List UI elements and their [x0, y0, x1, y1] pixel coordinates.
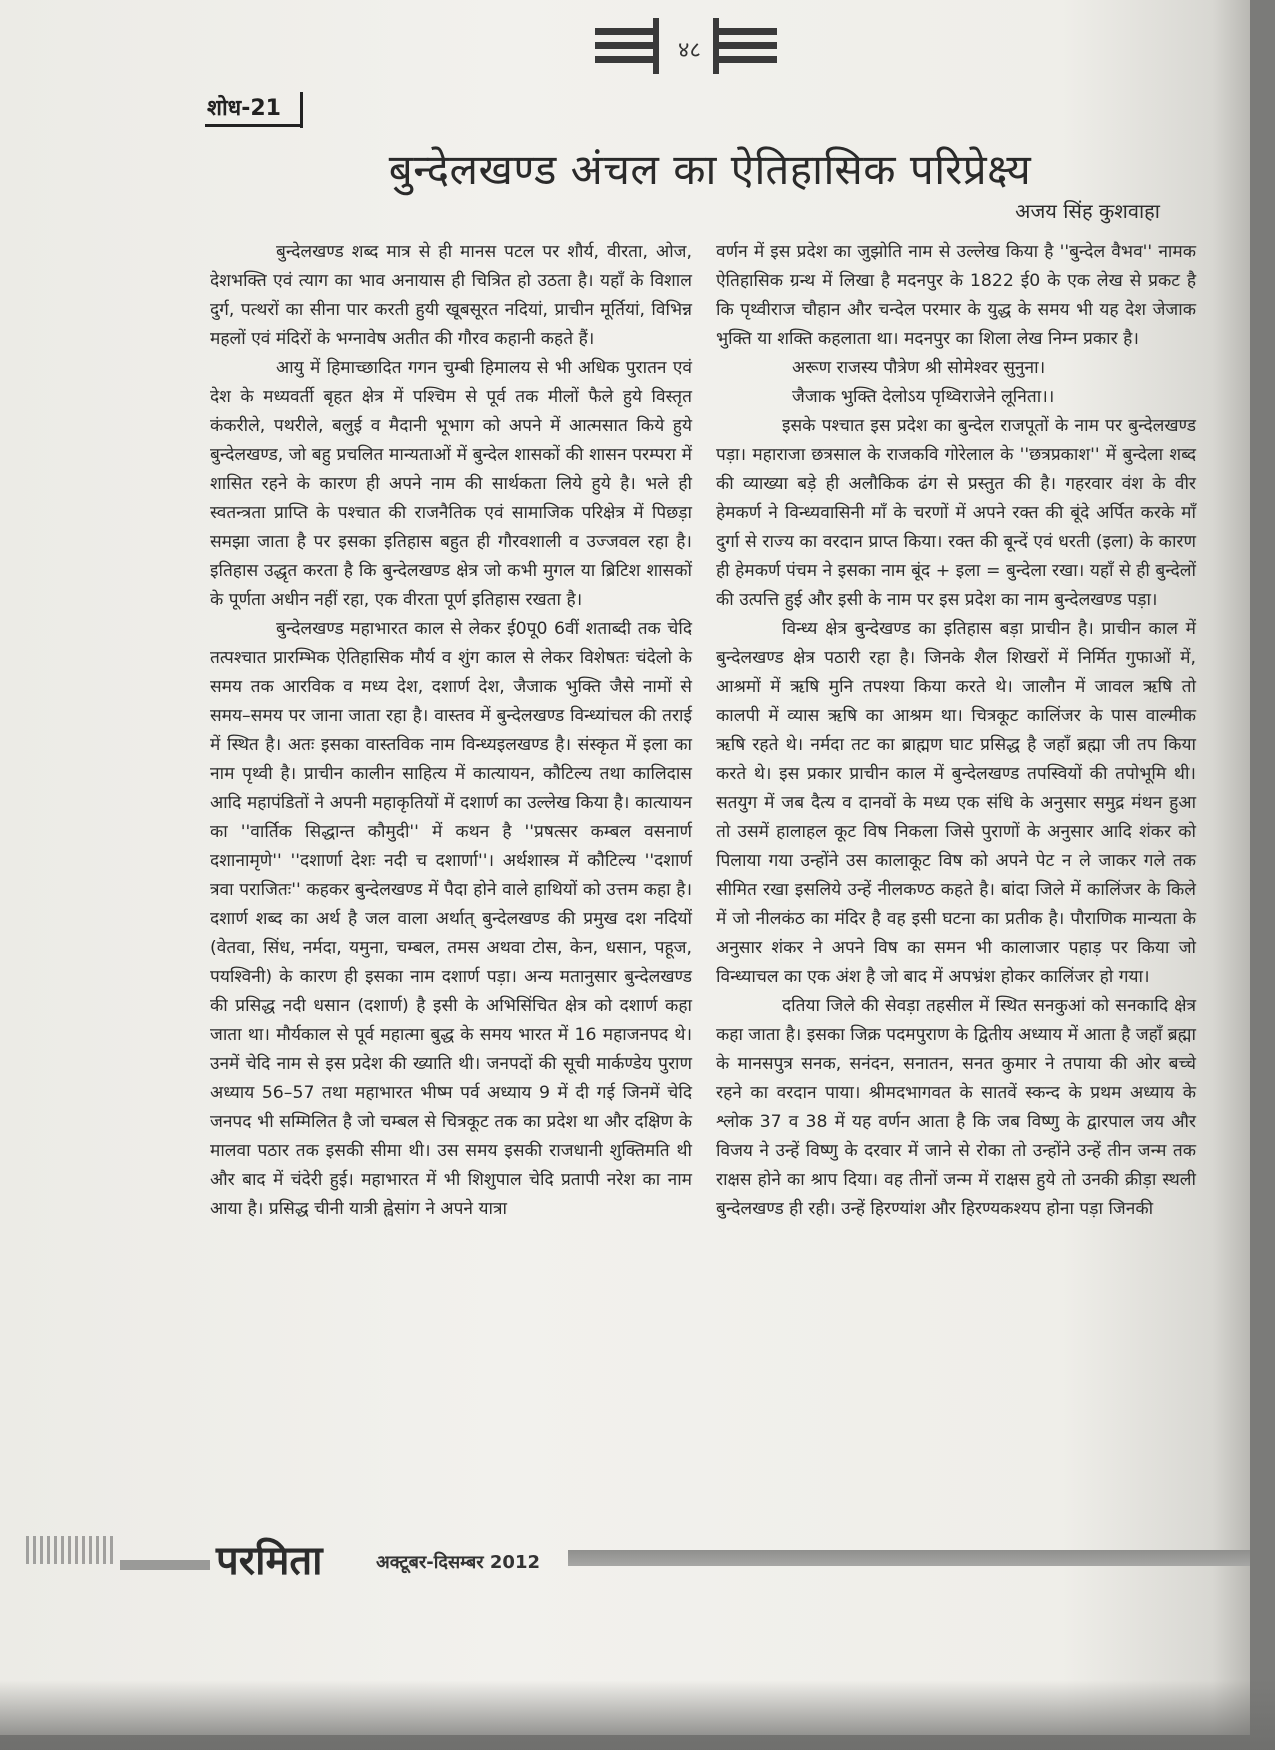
scan-shadow: [0, 1680, 1275, 1750]
paragraph: विन्ध्य क्षेत्र बुन्देखण्ड का इतिहास बड़ा प्राचीन है। प्राचीन काल में बुन्देलखण्ड क्षेत्र पठारी रहा है। जिनके शैल शिखरों में निर्मित गुफाओं में, आश्रमों में ऋषि मुनि तपश्या किया करते थे। जालौन में जावल ऋषि तो कालपी में व्यास ऋषि का आश्रम था। चित्रकूट कालिंजर के पास वाल्मीक ऋषि रहते थे। नर्मदा तट का ब्राह्मण घाट प्रसिद्ध है जहाँ ब्रह्मा जी तप किया करते थे। इस प्रकार प्राचीन काल में बुन्देलखण्ड तपस्वियों की तपोभूमि थी। सतयुग में जब दैत्य व दानवों के मध्य एक संधि के अनुसार समुद्र मंथन हुआ तो उसमें हालाहल कूट विष निकला जिसे पुराणों के अनुसार आदि शंकर को पिलाया गया उन्होंने उस कालाकूट विष को अपने पेट न ले जाकर गले तक सीमित रखा इसलिये उन्हें नीलकण्ठ कहते है। बांदा जिले में कालिंजर के किले में जो नीलकंठ का मंदिर है वह इसी घटना का प्रतीक है। पौराणिक मान्यता के अनुसार शंकर ने अपने विष का समन भी कालाजार पहाड़ पर किया जो विन्ध्याचल का एक अंश है जो बाद में अपभ्रंश होकर कालिंजर हो गया।: [716, 619, 1196, 987]
footer-rule-right: [568, 1550, 1250, 1566]
paragraph: बुन्देलखण्ड शब्द मात्र से ही मानस पटल पर शौर्य, वीरता, ओज, देशभक्ति एवं त्याग का भाव अनायास ही चित्रित हो उठता है। यहाँ के विशाल दुर्ग, पत्थरों का सीना पार करती हुयी खूबसूरत नदियां, प्राचीन मूर्तियां, विभिन्न महलों एवं मंदिरों के भग्नावेष अतीत की गौरव कहानी कहते हैं।: [210, 242, 692, 349]
paragraph: आयु में हिमाच्छादित गगन चुम्बी हिमालय से भी अधिक पुरातन एवं देश के मध्यवर्ती बृहत क्षेत्र में पश्चिम से पूर्व तक मीलों फैले हुये विस्तृत कंकरीले, पथरीले, बलुई व मैदानी भूभाग को अपने में आत्मसात किये हुये बुन्देलखण्ड, जो बहु प्रचलित मान्यताओं में बुन्देल शासकों की शासन परम्परा में शासित रहने के कारण ही अपने नाम की सार्थकता लिये हुये है। भले ही स्वतन्त्रता प्राप्ति के पश्चात की राजनैतिक एवं सामाजिक परिक्षेत्र में पिछड़ा समझा जाता है पर इसका इतिहास बहुत ही गौरवशाली व उज्जवल रहा है। इतिहास उद्धृत करता है कि बुन्देलखण्ड क्षेत्र जो कभी मुगल या ब्रिटिश शासकों के पूर्णता अधीन नहीं रहा, एक वीरता पूर्ण इतिहास रखता है।: [210, 358, 692, 610]
paragraph: वर्णन में इस प्रदेश का जुझोति नाम से उल्लेख किया है ''बुन्देल वैभव'' नामक ऐतिहासिक ग्रन्थ में लिखा है मदनपुर के 1822 ई0 के एक लेख से प्रकट है कि पृथ्वीराज चौहान और चन्देल परमार के युद्ध के समय भी यह देश जेजाक भुक्ति या शक्ति कहलाता था। मदनपुर का शिला लेख निम्न प्रकार है।: [716, 242, 1196, 349]
article-author: अजय सिंह कुशवाहा: [1015, 199, 1160, 223]
paragraph: बुन्देलखण्ड महाभारत काल से लेकर ई0पू0 6वीं शताब्दी तक चेदि तत्पश्चात प्रारम्भिक ऐतिहासिक मौर्य व शुंग काल से लेकर विशेषतः चंदेलो के समय तक आरविक व मध्य देश, दशार्ण देश, जैजाक भुक्ति जैसे नामों से समय–समय पर जाना जाता रहा है। वास्तव में बुन्देलखण्ड विन्ध्यांचल की तराई में स्थित है। अतः इसका वास्तविक नाम विन्ध्यइलखण्ड है। संस्कृत में इला का नाम पृथ्वी है। प्राचीन कालीन साहित्य में कात्यायन, कौटिल्य तथा कालिदास आदि महापंडितों ने अपनी महाकृतियों में दशार्ण का उल्लेख किया है। कात्यायन का ''वार्तिक सिद्धान्त कौमुदी'' में कथन है ''प्रषत्सर कम्बल वसनार्ण दशानामृणे'' ''दशार्णा देशः नदी च दशार्णा''। अर्थशास्त्र में कौटिल्य ''दशार्ण त्रवा पराजितः'' कहकर बुन्देलखण्ड में पैदा होने वाले हाथियों को उत्तम कहा है। दशार्ण शब्द का अर्थ है जल वाला अर्थात् बुन्देलखण्ड की प्रमुख दश नदियों (वेतवा, सिंध, नर्मदा, यमुना, चम्बल, तमस अथवा टोस, केन, धसान, पहूज, पयश्विनी) के कारण ही इसका नाम दशार्ण पड़ा। अन्य मतानुसार बुन्देलखण्ड की प्रसिद्ध नदी धसान (दशार्ण) है इसी के अभिसिंचित क्षेत्र को दशार्ण कहा जाता था। मौर्यकाल से पूर्व महात्मा बुद्ध के समय भारत में 16 महाजनपद थे। उनमें चेदि नाम से इस प्रदेश की ख्याति थी। जनपदों की सूची मार्कण्डेय पुराण अध्याय 56–57 तथा महाभारत भीष्म पर्व अध्याय 9 में दी गई जिनमें चेदि जनपद भी सम्मिलित है जो चम्बल से चित्रकूट तक का प्रदेश था और दक्षिण के मालवा पठार तक इसकी सीमा थी। उस समय इसकी राजधानी शुक्तिमति थी और बाद में चंदेरी हुई। महाभारत में भी शिशुपाल चेदि प्रतापी नरेश का नाम आया है। प्रसिद्ध चीनी यात्री ह्वेसांग ने अपने यात्रा: [210, 619, 692, 1219]
paragraph: दतिया जिले की सेवड़ा तहसील में स्थित सनकुआं को सनकादि क्षेत्र कहा जाता है। इसका जिक्र पदमपुराण के द्वितीय अध्याय में आता है जहाँ ब्रह्मा के मानसपुत्र सनक, सनंदन, सनातन, सनत कुमार ने तपाया की ओर बच्चे रहने का वरदान पाया। श्रीमदभागवत के सातवें स्कन्द के प्रथम अध्याय के श्लोक 37 व 38 में यह वर्णन आता है कि जब विष्णु के द्वारपाल जय और विजय ने उन्हें विष्णु के दरवार में जाने से रोका तो उन्होंने उन्हें तीन जन्म तक राक्षस होने का श्राप दिया। वह तीनों जन्म में राक्षस हुये तो उनकी क्रीड़ा स्थली बुन्देलखण्ड ही रही। उन्हें हिरण्यांश और हिरण्यकश्यप होना पड़ा जिनकी: [716, 996, 1196, 1219]
magazine-name: परमिता: [216, 1538, 323, 1584]
paragraph: इसके पश्चात इस प्रदेश का बुन्देल राजपूतों के नाम पर बुन्देलखण्ड पड़ा। महाराजा छत्रसाल के राजकवि गोरेलाल के ''छत्रप्रकाश'' में बुन्देला शब्द की व्याख्या बड़े ही अलौकिक ढंग से प्रस्तुत की है। गहरवार वंश के वीर हेमकर्ण ने विन्ध्यवासिनी माँ के चरणों में अपने रक्त की बूंदे अर्पित करके माँ दुर्गा से राज्य का वरदान प्राप्त किया। रक्त की बून्दें एवं धरती (इला) के कारण ही हेमकर्ण पंचम ने इसका नाम बूंद + इला = बुन्देला रखा। यहाँ से ही बुन्देलों की उत्पत्ति हुई और इसी के नाम पर इस प्रदेश का नाम बुन्देलखण्ड पड़ा।: [716, 416, 1196, 610]
issue-date: अक्टूबर-दिसम्बर 2012: [376, 1552, 540, 1573]
footer-decoration: [26, 1536, 116, 1564]
verse-line: जैजाक भुक्ति देलोऽय पृथ्विराजेने लूनिता।।: [792, 387, 1055, 407]
section-label: शोध-21: [207, 96, 281, 121]
verse-line: अरूण राजस्य पौत्रेण श्री सोमेश्वर सुनुना।: [792, 358, 1046, 378]
section-rule: [300, 92, 303, 128]
section-underline: [205, 124, 303, 127]
article-title: बुन्देलखण्ड अंचल का ऐतिहासिक परिप्रेक्ष्य: [388, 145, 1032, 194]
footer-rule-left: [120, 1560, 210, 1570]
page-number: ४८: [678, 38, 701, 63]
right-column: [716, 238, 1196, 1224]
left-column: [210, 238, 692, 1224]
